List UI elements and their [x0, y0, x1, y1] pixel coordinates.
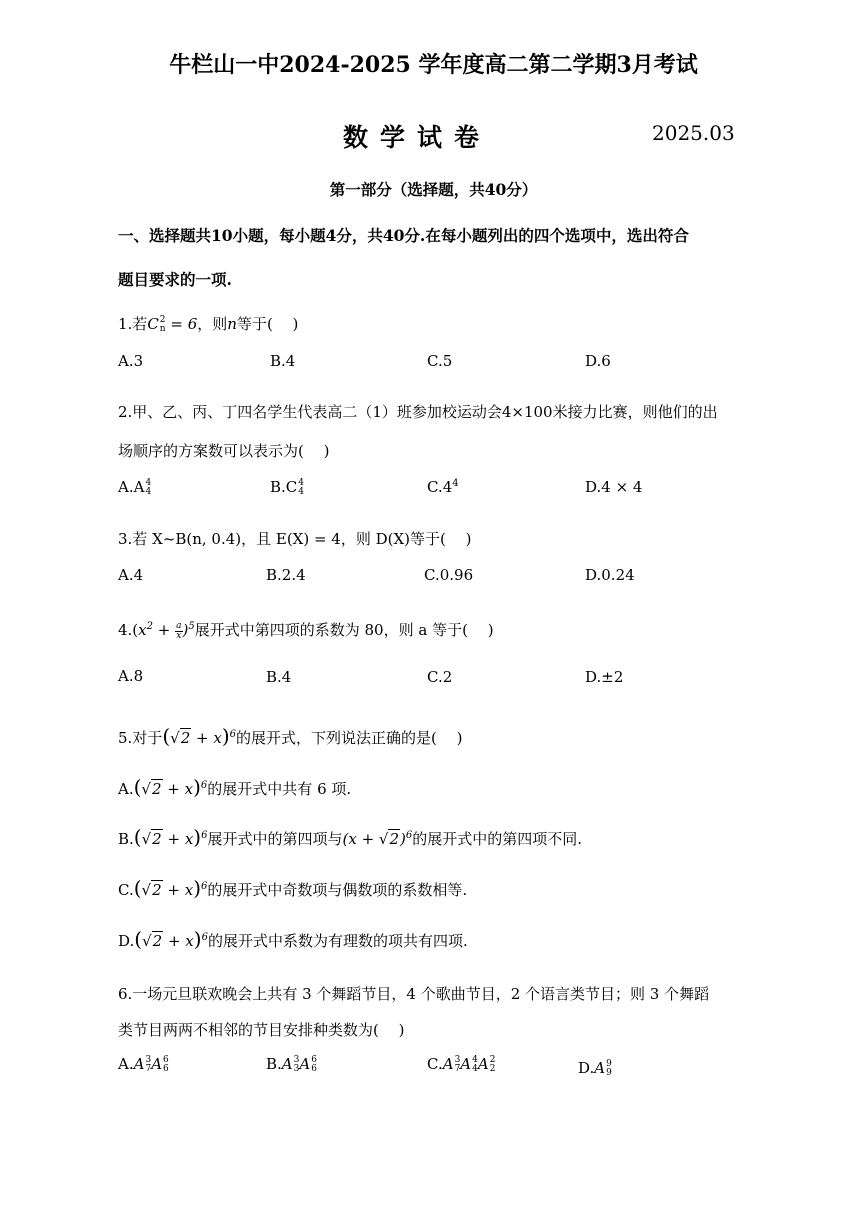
instructions-line1: 一、选择题共10小题，每小题4分，共40分.在每小题列出的四个选项中，选出符合 [118, 226, 689, 245]
q5-b-text: 展开式中的第四项与 [207, 830, 343, 848]
subject-title: 数学试卷 [343, 123, 492, 152]
q5-suffix: 的展开式，下列说法正确的是( ) [236, 729, 463, 747]
q6-option-a[interactable]: A.A 3 7 A 6 6 [118, 1055, 169, 1074]
q5-b-text2: 的展开式中的第四项不同. [412, 830, 583, 848]
q2-option-a[interactable]: A.A 4 4 [118, 478, 152, 497]
q2-option-b-label: B.C [270, 478, 298, 496]
q2-option-a-label: A.A [118, 478, 145, 496]
exam-title: 牛栏山一中2024-2025 学年度高二第二学期3月考试 [169, 52, 698, 78]
exam-date: 2025.03 [652, 121, 735, 145]
q2-option-c[interactable]: $C.4^4$ [427, 478, 459, 496]
q5-prefix: 5.对于 [118, 729, 163, 747]
q6-option-b-label: B. [266, 1055, 282, 1073]
q5-a-text: 的展开式中共有 6 项. [207, 780, 352, 798]
q2-option-d[interactable]: D.4 × 4 [585, 478, 643, 496]
question-2-line2: 场顺序的方案数可以表示为( ) [118, 442, 330, 460]
q4-option-d[interactable]: D.±2 [585, 668, 624, 686]
question-1 [118, 313, 298, 334]
q6-option-c-label: C. [427, 1055, 443, 1073]
q5-d-text: 的展开式中系数为有理数的项共有四项. [207, 932, 468, 950]
question-5 [118, 724, 462, 748]
q4-option-b[interactable]: B.4 [266, 668, 292, 686]
q5-option-d[interactable]: $D.(√2 + x)^6$的展开式中系数为有理数的项共有四项. [118, 927, 468, 951]
q1-body: ，则 [197, 315, 228, 333]
question-6-line1: 6.一场元旦联欢晚会上共有 3 个舞蹈节目，4 个歌曲节目，2 个语言类节目；则 3 个舞蹈 [118, 985, 710, 1003]
q6-option-a-label: A. [118, 1055, 134, 1073]
q4-formula: $x^2$ + $\frac{a}{x}$ )$^5$ [138, 620, 195, 641]
q4-option-a[interactable]: A.8 [118, 667, 144, 685]
q6-option-b[interactable]: B.A 3 3 A 6 6 [266, 1055, 317, 1074]
q1-prefix: 1.若 [118, 315, 148, 333]
q5-option-a[interactable]: $A.(√2 + x)^6$的展开式中共有 6 项. [118, 775, 352, 799]
part-title: 第一部分（选择题，共40分） [329, 180, 538, 199]
q4-prefix: 4.( [118, 621, 139, 639]
q1-suffix: 等于( ) [236, 315, 299, 333]
question-3: 3.若 X~B(n, 0.4)，且 E(X) = 4，则 D(X)等于( ) [118, 530, 472, 548]
q1-var: n [227, 315, 237, 333]
q1-option-b[interactable]: B.4 [270, 352, 296, 370]
q3-option-d[interactable]: D.0.24 [585, 566, 635, 584]
q3-option-c[interactable]: C.0.96 [424, 566, 474, 584]
q1-option-d[interactable]: D.6 [585, 352, 611, 370]
q5-a-formula: $(√2 + x)^6$ [133, 775, 208, 799]
question-4 [118, 619, 494, 641]
q1-option-c[interactable]: C.5 [427, 352, 453, 370]
q4-suffix: 展开式中第四项的系数为 80，则 a 等于( ) [194, 621, 494, 639]
q4-option-c[interactable]: C.2 [427, 668, 453, 686]
instructions-line2: 题目要求的一项. [118, 270, 232, 289]
q6-option-d-label: D. [578, 1059, 595, 1077]
q5-option-b[interactable]: $B.(√2 + x)^6$展开式中的第四项与$(x + √2)^6$的展开式中的第四项不同. [118, 825, 583, 849]
q1-formula: C 2 n = 6 [147, 315, 198, 334]
q3-option-b[interactable]: B.2.4 [266, 566, 306, 584]
q6-option-c[interactable]: C.A 3 7 A 4 4 A 2 2 [427, 1055, 496, 1074]
q6-option-d[interactable]: D.A 9 9 [578, 1059, 612, 1078]
question-6-line2: 类节目两两不相邻的节目安排种类数为( ) [118, 1021, 405, 1039]
q5-b-formula: $(√2 + x)^6$ [133, 825, 208, 849]
q5-c-text: 的展开式中奇数项与偶数项的系数相等. [207, 881, 468, 899]
q5-d-formula: $(√2 + x)^6$ [134, 927, 208, 951]
q2-option-c-label: C.4 [427, 478, 453, 496]
q5-formula: $(√2 + x)^6$ [162, 724, 236, 748]
q5-b-formula2: $(x + √2)^6$ [342, 830, 413, 848]
q5-c-formula: $(√2 + x)^6$ [133, 876, 208, 900]
q2-option-b[interactable]: B.C 4 4 [270, 478, 305, 497]
question-2-line1: 2.甲、乙、丙、丁四名学生代表高二（1）班参加校运动会4×100米接力比赛，则他们的出 [118, 403, 718, 421]
q1-option-a[interactable]: A.3 [118, 352, 144, 370]
q3-option-a[interactable]: A.4 [118, 566, 144, 584]
q5-option-c[interactable]: $C.(√2 + x)^6$的展开式中奇数项与偶数项的系数相等. [118, 876, 468, 900]
